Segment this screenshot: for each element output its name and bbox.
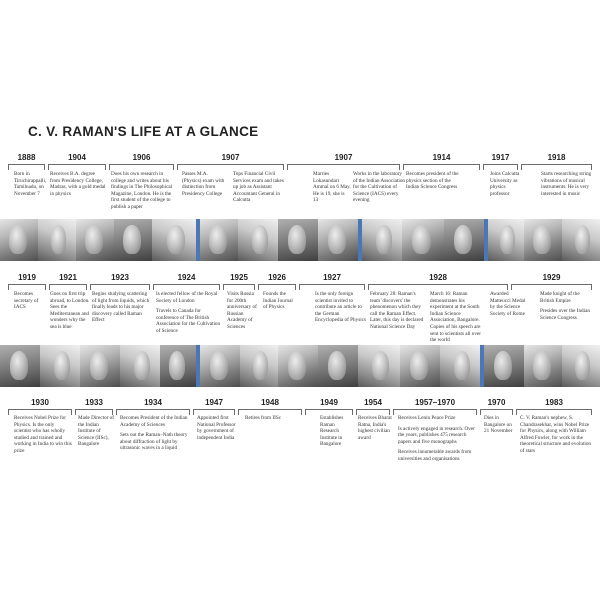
year-header-1947 xyxy=(193,398,235,410)
event-text: Is the only foreign scientist invited to contribute an article to the German Encyclopedia of Physics xyxy=(315,291,366,324)
event-text: Travels to Canada for conference of The British Association for the Cultivation of Science xyxy=(156,308,221,334)
event-text: Awarded Matteucci Medal by the Science Society of Rome xyxy=(490,291,526,317)
event-1954 xyxy=(358,415,394,441)
photo xyxy=(358,345,401,387)
event-text: Receives B.A. degree from Presidency College, Madras, with a gold medal in physics xyxy=(50,171,106,197)
event-1918 xyxy=(541,171,593,197)
event-text: Visits Russia for 200th anniversary of Russian Academy of Sciences xyxy=(227,291,257,330)
year-label: 1904 xyxy=(68,153,86,162)
event-text: Receives Nobel Prize for Physics. Is the only scientist who has wholly studied and trained and working in India to win this prize xyxy=(14,415,72,454)
year-header-1924 xyxy=(153,273,220,285)
year-label: 1923 xyxy=(111,273,129,282)
year-label: 1949 xyxy=(320,398,338,407)
photo xyxy=(362,219,403,261)
year-header-1888 xyxy=(8,153,45,165)
photo-strip-top xyxy=(0,219,600,261)
year-header-1927 xyxy=(299,273,365,285)
year-label: 1934 xyxy=(144,398,162,407)
event-1924 xyxy=(156,291,222,335)
event-text: Begins studying scattering of light from liquids, which finally leads to his major discovery called Raman Effect xyxy=(92,291,150,324)
event-1921 xyxy=(50,291,90,331)
event-1917 xyxy=(490,171,521,197)
year-header-1948 xyxy=(238,398,302,410)
event-text: Becomes secretary of IACS xyxy=(14,291,39,311)
year-label: 1954 xyxy=(364,398,382,407)
event-text: Is elected fellow of the Royal Society of London xyxy=(156,291,218,304)
photo xyxy=(484,345,525,387)
event-text: Dies in Bangalore on 21 November xyxy=(484,415,513,435)
event-text: February 28: Raman's team 'discovers' the phenomenon which they call the Raman Effect. Later, this day is declared National Science Day xyxy=(370,291,424,330)
year-label: 1957–1970 xyxy=(414,398,456,407)
photo xyxy=(76,219,115,261)
event-text: Retires from IISc xyxy=(245,415,282,421)
event-1907-civil-services xyxy=(233,171,285,204)
event-1928-feb xyxy=(370,291,426,331)
photo xyxy=(318,345,359,387)
event-text: Goes on first trip abroad, to London. Sees the Mediterranean and wonders why the sea is blue xyxy=(50,291,90,330)
year-header-1907-b xyxy=(287,153,400,165)
year-label: 1917 xyxy=(491,153,510,162)
photo xyxy=(0,219,39,261)
year-label: 1970 xyxy=(487,398,506,407)
year-header-1914 xyxy=(403,153,480,165)
year-label: 1925 xyxy=(230,273,248,282)
photo xyxy=(200,345,241,387)
event-1928-medal xyxy=(490,291,526,317)
event-text: Works in the laboratory of the Indian Association for the Cultivation of Science (IACS) every evening xyxy=(353,171,405,204)
photo xyxy=(240,345,279,387)
event-1948 xyxy=(245,415,302,422)
photo-strip-bottom xyxy=(0,345,600,387)
event-text: Passes M.A. (Physics) exam with distinction from Presidency College xyxy=(182,171,225,197)
event-text: Establishes Raman Research Institute in Bangalore xyxy=(320,415,344,448)
event-text: Born in Tiruchirappalli, Tamilnadu, on November 7 xyxy=(14,171,47,197)
photo xyxy=(40,345,81,387)
photo xyxy=(488,219,525,261)
year-header-1919 xyxy=(8,273,46,285)
event-1888 xyxy=(14,171,48,197)
event-1907-iacs xyxy=(353,171,405,204)
event-text: Appointed first National Professor by government of independent India xyxy=(197,415,236,441)
event-1926 xyxy=(263,291,295,311)
event-text: March 16: Raman demonstrates his experiment at the South Indian Science Association, Bangalore. Copies of his speech are sent to scientists all over the world xyxy=(430,291,482,344)
event-1907-ma xyxy=(182,171,227,197)
photo xyxy=(200,219,239,261)
year-header-1934 xyxy=(116,398,190,410)
event-text: Joins Calcutta University as physics professor xyxy=(490,171,520,197)
event-text: Founds the Indian Journal of Physics xyxy=(263,291,293,311)
photo xyxy=(238,219,279,261)
photo xyxy=(0,345,41,387)
year-label: 1914 xyxy=(432,153,451,162)
event-1928-march xyxy=(430,291,486,344)
event-1927 xyxy=(315,291,367,324)
photo xyxy=(400,345,441,387)
event-text: C. V. Raman's nephew, S. Chandrasekhar, wins Nobel Prize for Physics, along with William Alfred Fowler, for work in the theoretical structure and evolution of stars xyxy=(520,415,592,454)
year-label: 1921 xyxy=(59,273,77,282)
event-1923 xyxy=(92,291,150,324)
year-header-1917 xyxy=(483,153,518,165)
event-text: Becomes President of the Indian Academy of Sciences xyxy=(120,415,188,428)
event-1914 xyxy=(406,171,463,191)
photo xyxy=(440,345,481,387)
event-1919 xyxy=(14,291,48,311)
event-1970 xyxy=(484,415,516,435)
year-label: 1906 xyxy=(132,153,151,162)
year-header-1930 xyxy=(8,398,72,410)
event-1929 xyxy=(540,291,595,321)
year-header-1926 xyxy=(258,273,296,285)
year-header-1921 xyxy=(49,273,87,285)
photo xyxy=(524,345,563,387)
year-header-1949 xyxy=(305,398,353,410)
photo xyxy=(38,219,77,261)
photo xyxy=(152,219,197,261)
year-label: 1927 xyxy=(323,273,341,282)
year-label: 1919 xyxy=(18,273,36,282)
photo xyxy=(562,345,600,387)
year-label: 1918 xyxy=(547,153,566,162)
year-header-1925 xyxy=(223,273,255,285)
event-text: Tops Financial Civil Services exam and takes up job as Assistant Accountant General in Calcutta xyxy=(233,171,284,204)
year-label: 1930 xyxy=(31,398,49,407)
event-text: Receives Lenin Peace Prize xyxy=(398,415,456,421)
event-1930 xyxy=(14,415,72,455)
event-1906 xyxy=(111,171,175,211)
year-label: 1948 xyxy=(261,398,279,407)
year-label: 1888 xyxy=(17,153,36,162)
photo xyxy=(278,219,319,261)
year-header-1983 xyxy=(516,398,592,410)
event-1947 xyxy=(197,415,237,441)
event-text: Receives Bharat Ratna, India's highest civilian award xyxy=(358,415,392,441)
year-label: 1947 xyxy=(205,398,223,407)
photo xyxy=(160,345,197,387)
photo xyxy=(402,219,445,261)
photo xyxy=(444,219,485,261)
photo xyxy=(562,219,600,261)
year-header-1904 xyxy=(48,153,106,165)
event-1925 xyxy=(227,291,259,331)
event-text: Becomes president of the physics section of the Indian Science Congress xyxy=(406,171,459,191)
year-header-1906 xyxy=(109,153,174,165)
year-label: 1907 xyxy=(334,153,353,162)
year-header-1933 xyxy=(75,398,113,410)
year-label: 1929 xyxy=(542,273,561,282)
event-text: Starts researching string vibrations of musical instruments. He is very interested in music xyxy=(541,171,592,197)
event-1904 xyxy=(50,171,106,197)
year-header-1957-1970 xyxy=(393,398,477,410)
year-label: 1983 xyxy=(545,398,563,407)
photo xyxy=(120,345,161,387)
event-text: Sets out the Raman–Nath theory about diffraction of light by ultrasonic waves in a liquid xyxy=(120,432,188,452)
event-text: Presides over the Indian Science Congress xyxy=(540,308,590,321)
photo xyxy=(318,219,359,261)
page-title: C. V. RAMAN'S LIFE AT A GLANCE xyxy=(28,124,259,139)
event-1933 xyxy=(78,415,115,448)
photo xyxy=(278,345,319,387)
year-header-1907-a xyxy=(177,153,284,165)
event-1934 xyxy=(120,415,190,452)
event-text: Marries Lokasundari Ammal on 6 May. He is 19, she is 13 xyxy=(313,171,351,204)
event-text: Is actively engaged in research. Over the years, publishes 475 research papers and five monographs xyxy=(398,425,475,445)
photo xyxy=(114,219,153,261)
event-1907-marriage xyxy=(313,171,351,204)
photo xyxy=(524,219,563,261)
event-text: Made Director of the Indian Institute of Science (IISc), Bangalore xyxy=(78,415,115,448)
year-label: 1924 xyxy=(177,273,196,282)
event-text: Made knight of the British Empire xyxy=(540,291,580,304)
year-label: 1926 xyxy=(268,273,286,282)
event-text: Receives innumerable awards from universities and organisations xyxy=(398,449,472,462)
year-header-1929 xyxy=(511,273,592,285)
event-text: Does his own research in college and writes about his findings in The Philosophical Magazine, London. He is the first student of the college to publish a paper xyxy=(111,171,173,210)
photo xyxy=(80,345,121,387)
year-header-1928 xyxy=(368,273,508,285)
event-1983 xyxy=(520,415,594,455)
year-header-1970 xyxy=(480,398,513,410)
year-label: 1907 xyxy=(221,153,240,162)
year-label: 1928 xyxy=(429,273,447,282)
year-label: 1933 xyxy=(85,398,103,407)
year-header-1923 xyxy=(90,273,150,285)
year-header-1954 xyxy=(356,398,390,410)
event-1957-1970 xyxy=(398,415,478,463)
year-header-1918 xyxy=(521,153,592,165)
event-1949 xyxy=(320,415,354,448)
